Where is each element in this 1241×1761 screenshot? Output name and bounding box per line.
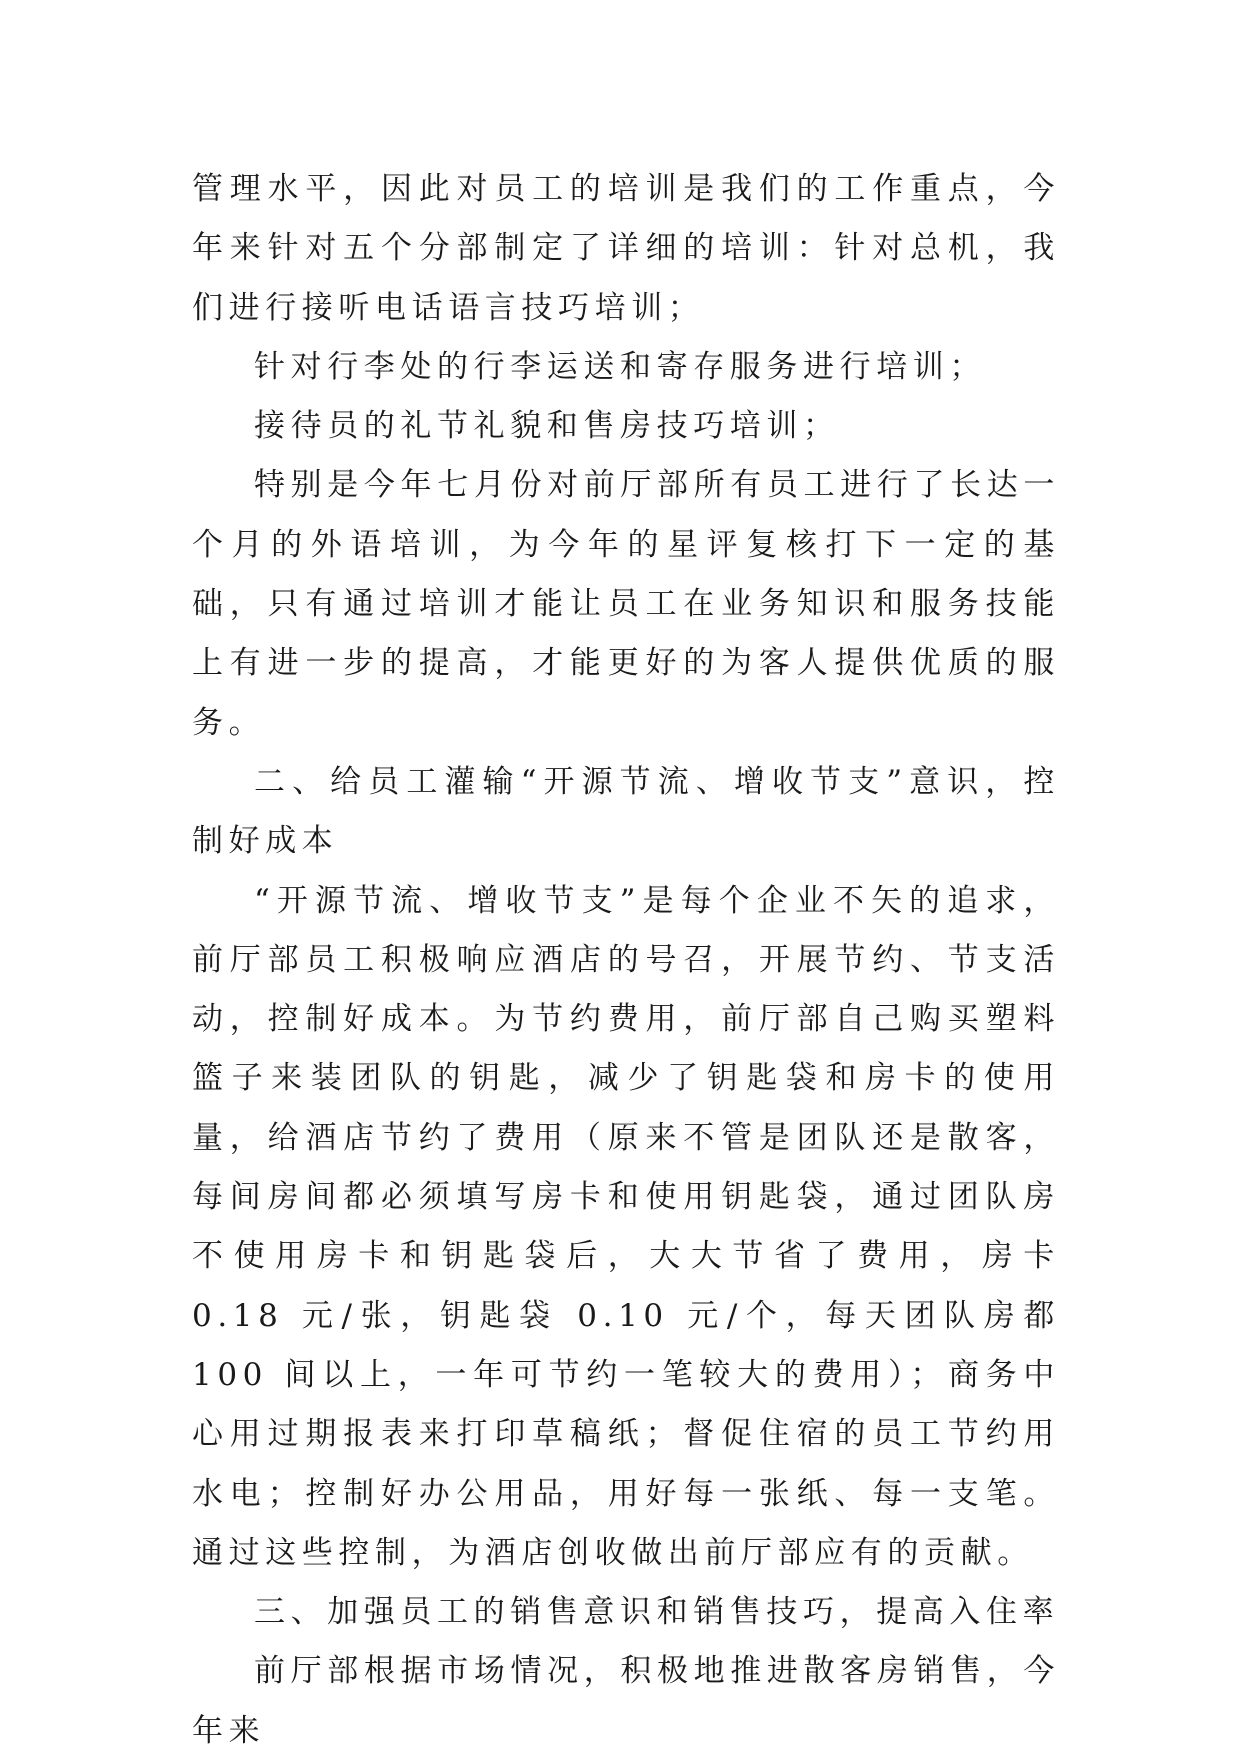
section-heading-cost-control: 二、给员工灌输“开源节流、增收节支”意识，控制好成本 bbox=[192, 763, 1060, 860]
paragraph-training-intro: 管理水平，因此对员工的培训是我们的工作重点，今年来针对五个分部制定了详细的培训：针对总机，我们进行接听电话语言技巧培训； bbox=[192, 171, 1060, 326]
paragraph-sales: 前厅部根据市场情况，积极地推进散客房销售，今年来 bbox=[192, 1653, 1060, 1749]
document-body bbox=[192, 160, 1060, 1761]
paragraph-language-training: 特别是今年七月份对前厅部所有员工进行了长达一个月的外语培训，为今年的星评复核打下一定的基础，只有通过培训才能让员工在业务知识和服务技能上有进一步的提高，才能更好的为客人提供优质的服务。 bbox=[192, 467, 1060, 741]
paragraph-luggage-training: 针对行李处的行李运送和寄存服务进行培训； bbox=[254, 348, 986, 385]
paragraph-reception-training: 接待员的礼节礼貌和售房技巧培训； bbox=[254, 408, 840, 445]
paragraph-cost-saving: “开源节流、增收节支”是每个企业不矢的追求，前厅部员工积极响应酒店的号召，开展节约、节支活动，控制好成本。为节约费用，前厅部自己购买塑料篮子来装团队的钥匙，减少了钥匙袋和房卡的使用量，给酒店节约了费用（原来不管是团队还是散客，每间房间都必须填写房卡和使用钥匙袋，通过团队房不使用房卡和钥匙袋后，大大节省了费用，房卡 0.18 元/张，钥匙袋 0.10 元/个，每天团队房都 100 间以上，一年可节约一笔较大的费用）；商务中心用过期报表来打印草稿纸；督促住宿的员工节约用水电；控制好办公用品，用好每一张纸、每一支笔。通过这些控制，为酒店创收做出前厅部应有的贡献。 bbox=[192, 882, 1060, 1571]
section-heading-sales: 三、加强员工的销售意识和销售技巧，提高入住率 bbox=[254, 1594, 1060, 1631]
